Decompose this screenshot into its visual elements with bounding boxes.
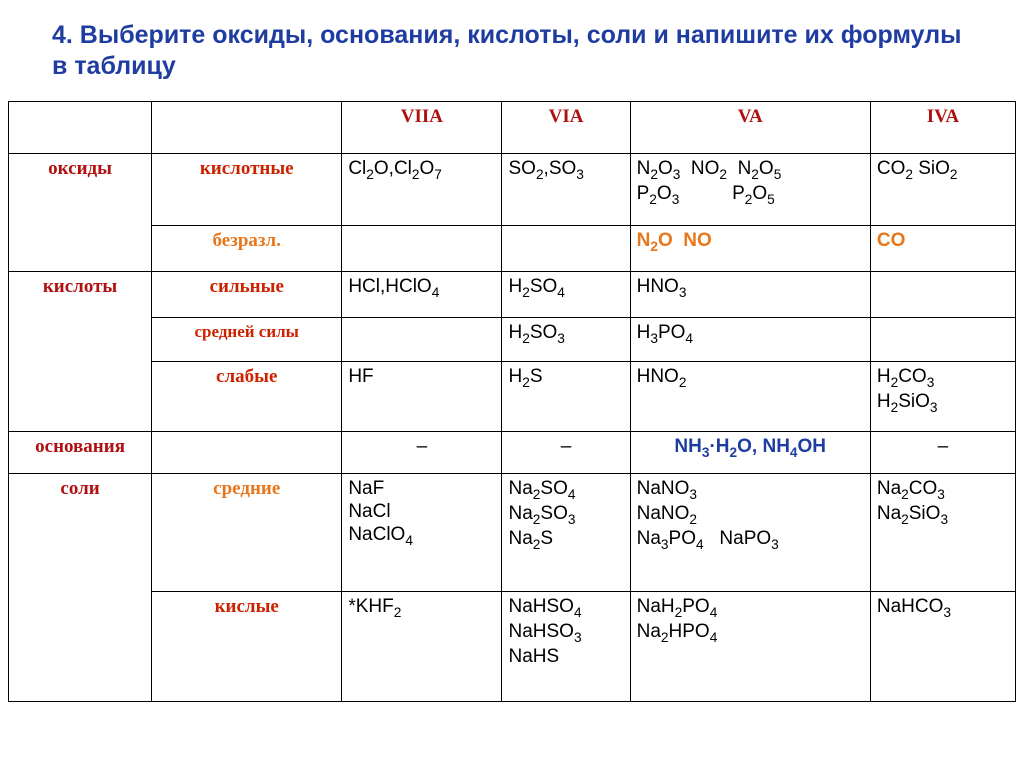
cell-bases-iva: – <box>870 432 1015 474</box>
cell-acids-medium-via: $H_2SO_3$ <box>502 318 630 362</box>
table-row <box>9 432 1016 474</box>
table-row <box>9 272 1016 318</box>
cell-salts-medium-viia: NaF NaCl NaClO$_4$ <box>342 474 502 592</box>
cell-salts-acidic-via: NaHSO$_4$ NaHSO$_3$ NaHS <box>502 592 630 702</box>
table-row <box>9 474 1016 592</box>
cell-acids-weak-va: $HNO_2$ <box>630 362 870 432</box>
cell-oxides-acidic-via: $SO_2,SO_3$ <box>502 154 630 226</box>
column-header-va: VA <box>630 102 870 154</box>
cell-salts-medium-va: NaNO$_3$ NaNO$_2$ $Na_3PO_4$ NaPO$_3$ <box>630 474 870 592</box>
cell-acids-strong-via: $H_2SO_4$ <box>502 272 630 318</box>
subgroup-label-medium-salts: средние <box>152 474 342 592</box>
cell-salts-medium-iva: $Na_2CO_3$ $Na_2SiO_3$ <box>870 474 1015 592</box>
group-label-salts: соли <box>9 474 152 702</box>
group-label-oxides: оксиды <box>9 154 152 272</box>
header-blank-2 <box>152 102 342 154</box>
header-blank-1 <box>9 102 152 154</box>
cell-acids-strong-va: $HNO_3$ <box>630 272 870 318</box>
cell-oxides-indiff-iva: CO <box>870 226 1015 272</box>
cell-bases-via: – <box>502 432 630 474</box>
cell-bases-viia: – <box>342 432 502 474</box>
cell-acids-medium-va: $H_3PO_4$ <box>630 318 870 362</box>
subgroup-label-acid-salts: кислые <box>152 592 342 702</box>
column-header-viia: VIIA <box>342 102 502 154</box>
cell-acids-weak-via: $H_2S$ <box>502 362 630 432</box>
cell-acids-medium-viia <box>342 318 502 362</box>
group-label-acids: кислоты <box>9 272 152 432</box>
cell-acids-weak-viia: HF <box>342 362 502 432</box>
column-header-via: VIA <box>502 102 630 154</box>
cell-oxides-acidic-va: $N_2O_3$ $NO_2$ $N_2O_5$ $P_2O_3$ $P_2O_5$ <box>630 154 870 226</box>
table-row <box>9 592 1016 702</box>
subgroup-label-acidic-oxides: кислотные <box>152 154 342 226</box>
cell-oxides-acidic-iva: $CO_2$ SiO$_2$ <box>870 154 1015 226</box>
classification-table <box>8 101 1016 702</box>
table-row <box>9 154 1016 226</box>
column-header-iva: IVA <box>870 102 1015 154</box>
cell-salts-acidic-va: $NaH_2PO_4$ $Na_2HPO_4$ <box>630 592 870 702</box>
cell-oxides-acidic-viia: $Cl_2O,Cl_2O_7$ <box>342 154 502 226</box>
table-header-row <box>9 102 1016 154</box>
cell-salts-acidic-viia: $*KHF_2$ <box>342 592 502 702</box>
cell-bases-va: $NH_3\cdot H_2O$, $NH_4OH$ <box>630 432 870 474</box>
cell-acids-weak-iva: $H_2CO_3$ $H_2SiO_3$ <box>870 362 1015 432</box>
cell-bases-sub <box>152 432 342 474</box>
cell-salts-medium-via: $Na_2SO_4$ $Na_2SO_3$ $Na_2S$ <box>502 474 630 592</box>
subgroup-label-indifferent-oxides: безразл. <box>152 226 342 272</box>
cell-oxides-indiff-via <box>502 226 630 272</box>
cell-salts-acidic-iva: NaHCO$_3$ <box>870 592 1015 702</box>
cell-acids-strong-iva <box>870 272 1015 318</box>
table-row <box>9 362 1016 432</box>
cell-acids-medium-iva <box>870 318 1015 362</box>
subgroup-label-strong-acids: сильные <box>152 272 342 318</box>
page-title: 4. Выберите оксиды, основания, кислоты, соли и напишите их формулы в таблицу <box>52 21 962 81</box>
subgroup-label-weak-acids: слабые <box>152 362 342 432</box>
table-row <box>9 226 1016 272</box>
cell-acids-strong-viia: HCl,HClO$_4$ <box>342 272 502 318</box>
group-label-bases: основания <box>9 432 152 474</box>
cell-oxides-indiff-va: $N_2O$ NO <box>630 226 870 272</box>
cell-oxides-indiff-viia <box>342 226 502 272</box>
subgroup-label-medium-acids: средней силы <box>152 318 342 362</box>
table-row <box>9 318 1016 362</box>
